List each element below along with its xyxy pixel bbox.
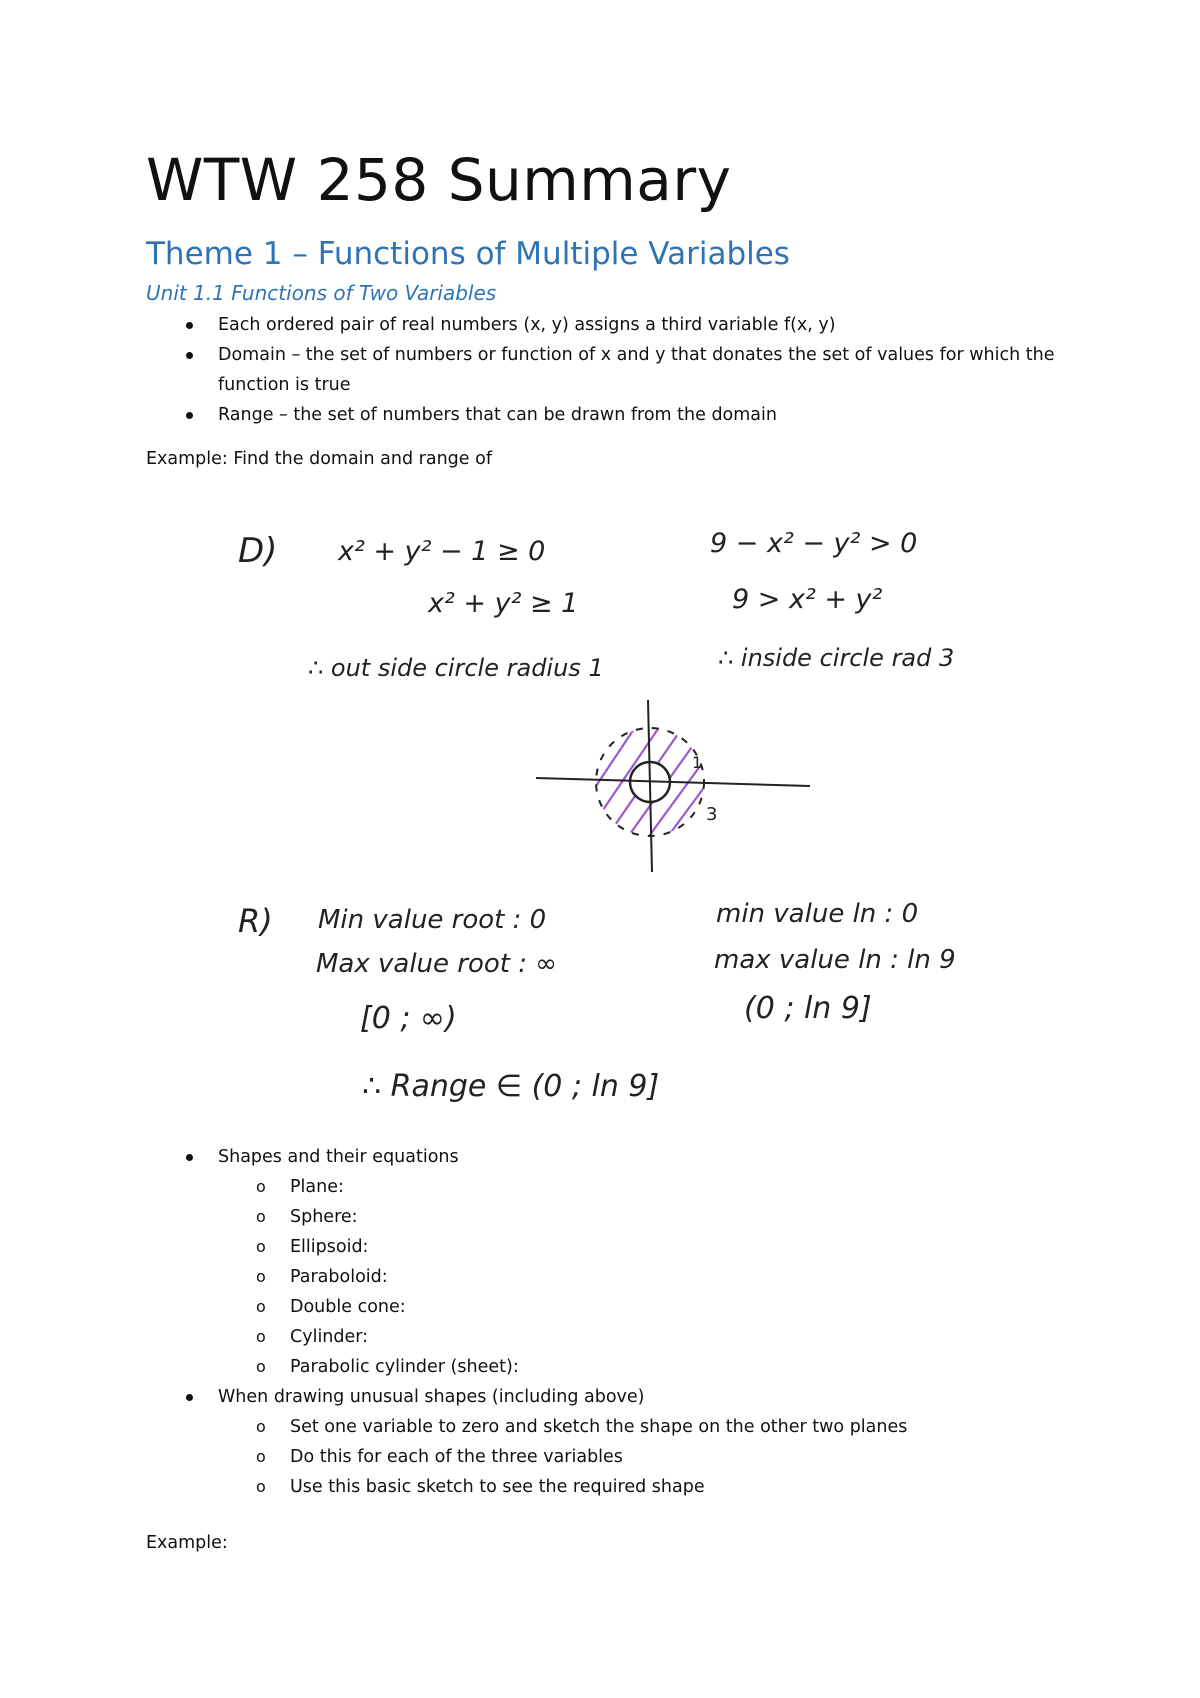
shapes-bullet-list <box>146 1142 1076 1502</box>
list-item: Shapes and their equations o Plane: o Sphere: o Ellipsoid: o Paraboloid: o Double cone: o Cylinder: o Parabolic cylinder (sheet): <box>146 1142 1076 1382</box>
list-item: o Do this for each of the three variables <box>218 1442 1076 1472</box>
circle-bullet-icon: o <box>256 1357 266 1376</box>
range-label: R) <box>238 902 273 940</box>
range-right-line-2: max value ln : ln 9 <box>714 945 956 975</box>
unit-heading: Unit 1.1 Functions of Two Variables <box>146 281 497 305</box>
domain-label: D) <box>238 531 278 571</box>
bullet-icon <box>186 1154 193 1161</box>
list-item: o Double cone: <box>218 1292 1076 1322</box>
graph-label-1: 1 <box>692 753 703 772</box>
shapes-sub-list <box>218 1172 1076 1382</box>
list-item: Domain – the set of numbers or function of x and y that donates the set of values for which the function is true <box>146 340 1076 400</box>
page-title: WTW 258 Summary <box>146 146 732 214</box>
circle-bullet-icon: o <box>256 1267 266 1286</box>
domain-right-line-1: 9 − x² − y² > 0 <box>710 528 918 559</box>
circle-bullet-icon: o <box>256 1447 266 1466</box>
range-conclusion: ∴ Range ∈ (0 ; ln 9] <box>362 1069 660 1104</box>
list-item: o Set one variable to zero and sketch the shape on the other two planes <box>218 1412 1076 1442</box>
list-item: o Parabolic cylinder (sheet): <box>218 1352 1076 1382</box>
graph-label-3: 3 <box>706 804 718 825</box>
domain-left-line-2: x² + y² ≥ 1 <box>428 588 579 619</box>
intro-bullet-list <box>146 310 1076 430</box>
domain-sketch <box>536 700 810 872</box>
circle-bullet-icon: o <box>256 1237 266 1256</box>
circle-bullet-icon: o <box>256 1477 266 1496</box>
bullet-icon <box>186 412 193 419</box>
drawing-steps-sub-list <box>218 1412 1076 1502</box>
example-2-label: Example: <box>146 1533 228 1553</box>
list-item: o Ellipsoid: <box>218 1232 1076 1262</box>
circle-bullet-icon: o <box>256 1177 266 1196</box>
domain-right-line-2: 9 > x² + y² <box>732 584 883 615</box>
list-item: Range – the set of numbers that can be drawn from the domain <box>146 400 1076 430</box>
list-item: o Plane: <box>218 1172 1076 1202</box>
list-item: Each ordered pair of real numbers (x, y) assigns a third variable f(x, y) <box>146 310 1076 340</box>
bullet-icon <box>186 322 193 329</box>
example-label: Example: Find the domain and range of <box>146 449 492 469</box>
circle-bullet-icon: o <box>256 1327 266 1346</box>
list-item: o Sphere: <box>218 1202 1076 1232</box>
range-left-line-1: Min value root : 0 <box>318 905 547 935</box>
domain-right-line-3: ∴ inside circle rad 3 <box>718 644 955 672</box>
bullet-icon <box>186 1394 193 1401</box>
domain-left-line-1: x² + y² − 1 ≥ 0 <box>338 536 546 567</box>
list-item: o Use this basic sketch to see the required shape <box>218 1472 1076 1502</box>
domain-left-line-3: ∴ out side circle radius 1 <box>308 654 604 682</box>
bullet-icon <box>186 352 193 359</box>
handwritten-solution-image <box>220 520 1020 1120</box>
x-axis <box>536 778 810 786</box>
circle-bullet-icon: o <box>256 1207 266 1226</box>
circle-bullet-icon: o <box>256 1417 266 1436</box>
theme-heading: Theme 1 – Functions of Multiple Variables <box>146 236 790 272</box>
list-item: When drawing unusual shapes (including above) o Set one variable to zero and sketch the shape on the other two planes o Do this for each of the three variables o Use this basic sketch to see the required shape <box>146 1382 1076 1502</box>
range-left-line-2: Max value root : ∞ <box>316 949 557 979</box>
list-item: o Cylinder: <box>218 1322 1076 1352</box>
range-right-line-3: (0 ; ln 9] <box>744 991 872 1026</box>
circle-bullet-icon: o <box>256 1297 266 1316</box>
range-right-line-1: min value ln : 0 <box>716 899 919 929</box>
list-item: o Paraboloid: <box>218 1262 1076 1292</box>
range-left-line-3: [0 ; ∞) <box>360 1001 457 1036</box>
